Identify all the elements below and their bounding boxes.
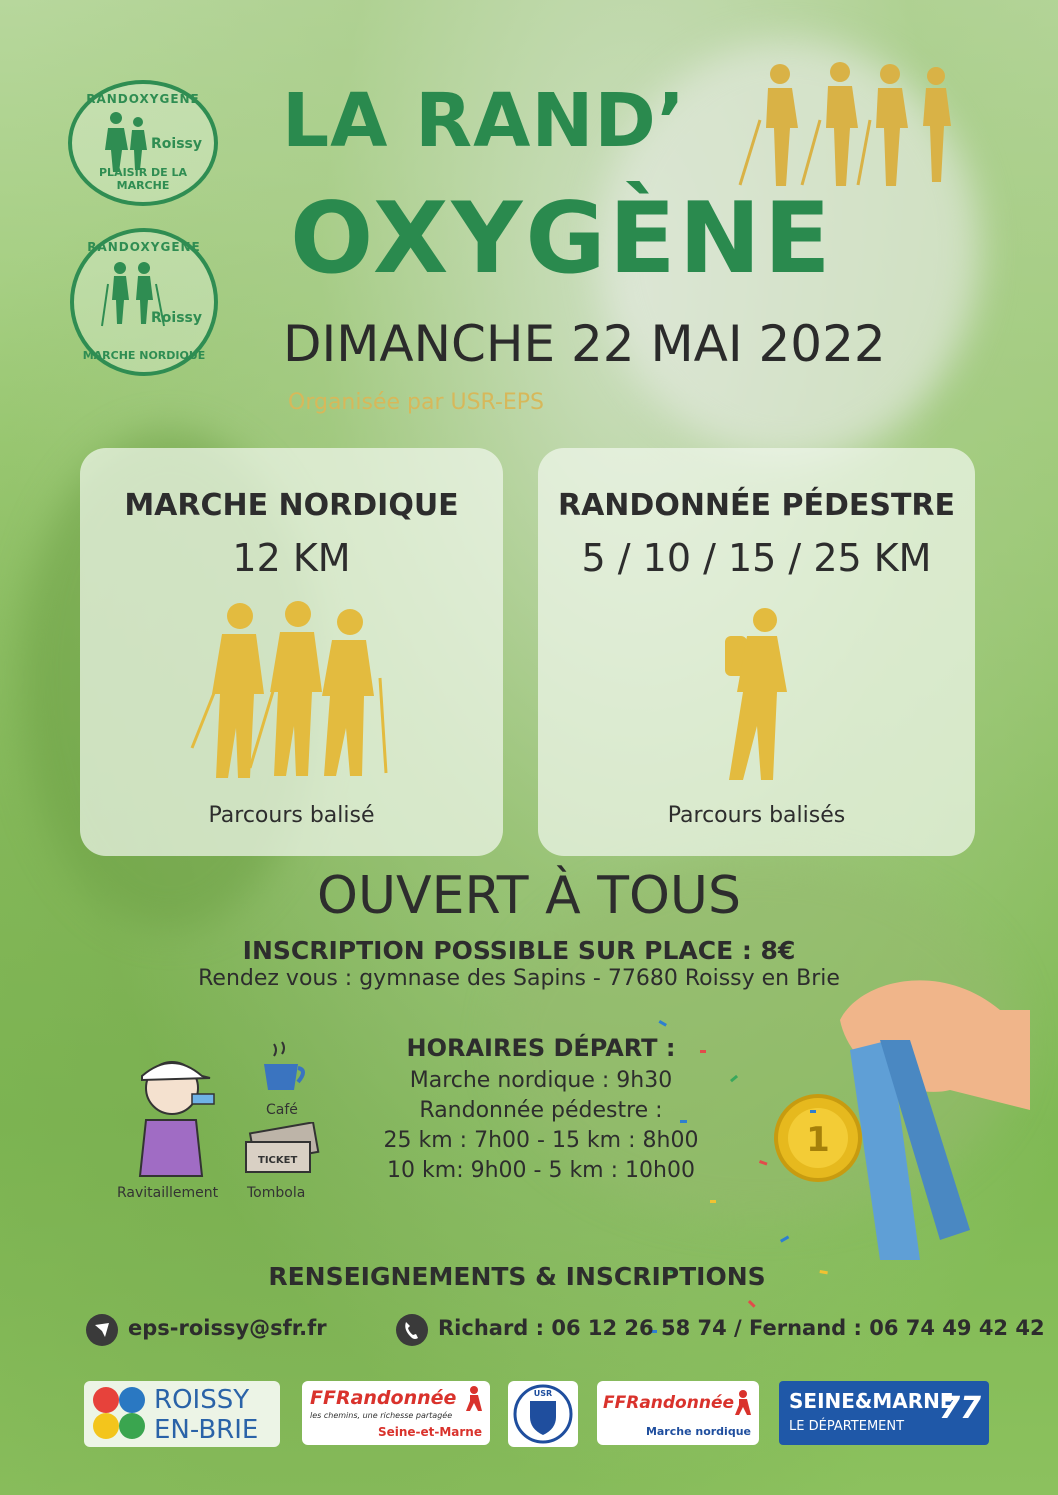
logo-top-text: RANDOXYGENE — [86, 92, 200, 106]
roissy-line2: EN-BRIE — [154, 1415, 259, 1445]
logo-bottom-text: PLAISIR DE LA MARCHE — [99, 166, 187, 192]
nordic-walkers-icon — [190, 598, 400, 788]
randoxygene-logo-plaisir — [68, 80, 218, 206]
schedule-heading: HORAIRES DÉPART : — [406, 1034, 676, 1062]
schedule-line: 10 km: 9h00 - 5 km : 10h00 — [387, 1158, 695, 1183]
schedule — [356, 1030, 726, 1186]
inscription-price: INSCRIPTION POSSIBLE SUR PLACE : 8€ — [242, 936, 796, 965]
ffrandonnee-marche-nordique-logo — [597, 1381, 759, 1445]
ffr2-sub: Marche nordique — [645, 1425, 751, 1438]
email-icon — [86, 1314, 118, 1346]
ffr-tagline: les chemins, une richesse partagée — [310, 1411, 453, 1420]
phone-numbers[interactable]: Richard : 06 12 26 58 74 / Fernand : 06 74 49 42 42 — [438, 1316, 1045, 1340]
logo-top-text: RANDOXYGENE — [87, 240, 201, 254]
card-distance: 12 KM — [232, 536, 351, 580]
open-to-all: OUVERT À TOUS — [317, 866, 741, 926]
seine-line2: LE DÉPARTEMENT — [789, 1419, 905, 1434]
schedule-line: Randonnée pédestre : — [419, 1098, 663, 1123]
info-heading: RENSEIGNEMENTS & INSCRIPTIONS — [268, 1262, 766, 1291]
event-date: DIMANCHE 22 MAI 2022 — [283, 315, 886, 373]
coffee-cup-icon — [258, 1040, 308, 1100]
ffr2-walker-icon — [731, 1389, 755, 1417]
walkers-group-icon — [730, 60, 960, 190]
seine-num: 77 — [939, 1391, 981, 1426]
seine-et-marne-logo — [779, 1381, 989, 1445]
card-heading: RANDONNÉE PÉDESTRE — [557, 488, 956, 523]
ffr-name: FFRandonnée — [310, 1387, 457, 1409]
roissy-line1: ROISSY — [154, 1385, 250, 1415]
tombola-label: Tombola — [247, 1185, 306, 1201]
hiker-icon — [703, 606, 813, 786]
roissy-en-brie-logo — [84, 1381, 280, 1447]
ravitaillement-label: Ravitaillement — [117, 1185, 219, 1201]
card-note: Parcours balisé — [208, 803, 375, 828]
usr-label: USR — [533, 1389, 553, 1398]
randoxygene-logo-nordique — [70, 228, 218, 376]
card-randonnee-pedestre — [538, 448, 975, 856]
seine-line1: SEINE&MARNE — [789, 1389, 954, 1413]
phone-icon — [396, 1314, 428, 1346]
medal-number: 1 — [806, 1120, 830, 1160]
ticket-text: TICKET — [258, 1155, 298, 1166]
schedule-line: 25 km : 7h00 - 15 km : 8h00 — [383, 1128, 699, 1153]
logo-mid-text: Roissy — [151, 310, 202, 326]
card-distance: 5 / 10 / 15 / 25 KM — [581, 536, 932, 580]
title-line1: LA RAND’ — [282, 78, 686, 164]
ffr2-name: FFRandonnée — [603, 1393, 735, 1413]
organiser: Organisée par USR-EPS — [288, 390, 545, 415]
cafe-label: Café — [266, 1102, 298, 1118]
roissy-petals-icon — [88, 1384, 152, 1444]
card-marche-nordique — [80, 448, 503, 856]
schedule-line: Marche nordique : 9h30 — [409, 1068, 673, 1093]
ticket-icon — [242, 1122, 322, 1178]
ffr-walker-icon — [462, 1385, 486, 1413]
usr-crest-logo — [508, 1381, 578, 1447]
ravitaillement-icon — [120, 1050, 230, 1180]
logo-mid-text: Roissy — [151, 136, 202, 152]
ffrandonnee-seine-et-marne-logo — [302, 1381, 490, 1445]
meeting-place: Rendez vous : gymnase des Sapins - 77680 Roissy en Brie — [198, 966, 840, 991]
card-note: Parcours balisés — [667, 803, 846, 828]
title-line2: OXYGÈNE — [290, 182, 834, 296]
card-heading: MARCHE NORDIQUE — [124, 488, 459, 523]
email-address[interactable]: eps-roissy@sfr.fr — [128, 1316, 327, 1340]
logo-bottom-text: MARCHE NORDIQUE — [82, 349, 206, 362]
ffr-sub: Seine-et-Marne — [377, 1425, 482, 1439]
